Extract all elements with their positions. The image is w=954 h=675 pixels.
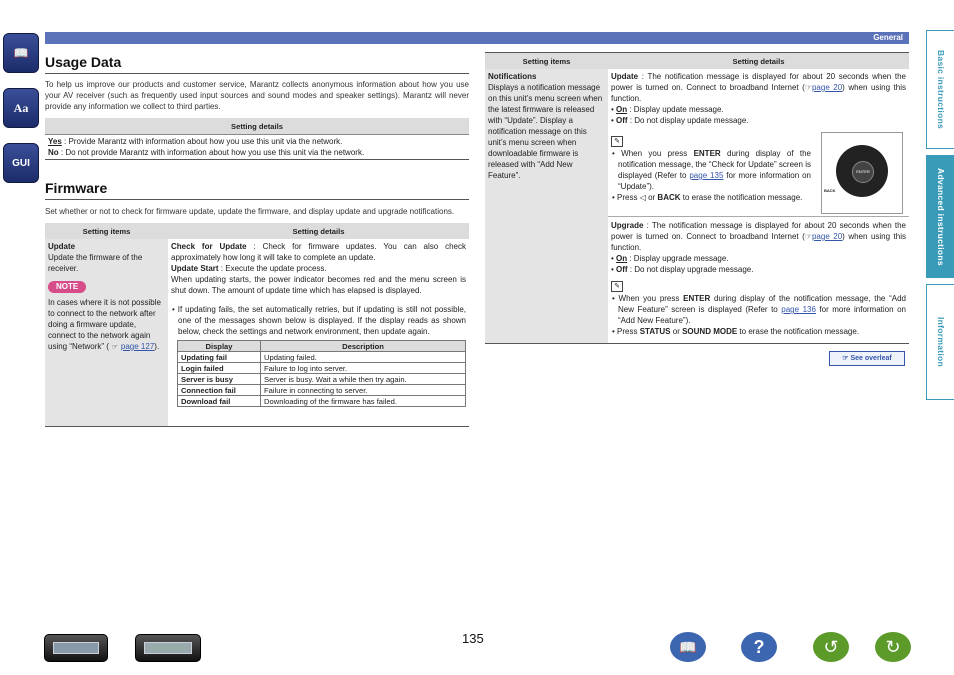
usage-intro: To help us improve our products and customer service, Marantz collects anonymous information about how you use your AV receiver (such as frequently used input sources and sound modes and speaker settings). Marantz will never provide any information we collect to third parties. [45,80,469,111]
see-overleaf-button[interactable]: ☞ See overleaf [829,351,905,366]
tip-pen-icon: ✎ [611,136,623,147]
tip-upgrade-enter: • When you press ENTER during display of the notification message, the “Add New Feature” screen is displayed (Refer to page 136 for more information on “Add New Feature”). [612,294,906,325]
on-upgrade-text: : Display upgrade message. [627,254,729,263]
remote-enter-button: ENTER [852,161,874,183]
tip-back: • Press ◁ or BACK to erase the notification message. [612,193,803,202]
book-icon[interactable]: 📖 [3,33,39,73]
firmware-table [45,223,469,427]
update-item-cell [45,239,168,427]
usage-table [45,118,469,159]
col-details: Setting details [608,53,909,70]
msg-desc: Updating failed. [261,352,466,363]
no-key: No [48,148,59,157]
off-key: Off [616,265,628,274]
tip-enter: • When you press ENTER during display of the notification message, the “Check for Update” screen is displayed (Refer to page 135 for more information on “Update”). [612,149,812,191]
section-label: General [873,33,903,42]
check-label: Check for Update [171,242,247,251]
update-text: : The notification message is displayed for about 20 seconds when the power is turned on. Connect to broadband Internet ( [611,72,906,92]
title-rule [45,73,469,74]
firmware-section [45,180,469,427]
text-size-icon[interactable]: Aa [3,88,39,128]
update-label: Update [611,72,639,81]
off-upgrade-text: : Do not display upgrade message. [627,265,754,274]
msg-header-display: Display [178,341,261,352]
tab-information[interactable]: Information [926,284,954,400]
tip-status: • Press STATUS or SOUND MODE to erase the notification message. [612,327,860,336]
off-key: Off [616,116,628,125]
upgrade-page-link[interactable]: page 20 [811,232,843,241]
msg-display: Server is busy [181,374,233,384]
arrow-hand-icon: ☞ [111,344,119,351]
update-notify-cell: Update : The notification message is displayed for about 20 seconds when the power is turned on. Connect to broadband Internet (☞page 20) when using this function. • On : Display update message. • Off : Do not display update message. ✎ • When you press ENTER during display of the notification message, the “Check for Update” screen is displayed (Refer to page 135 for more information on “Update”). • Press ◁ or BACK to erase the notification message. ENTER BACK [608,69,909,217]
start-text: : Execute the update process. [218,264,327,273]
update-item-desc: Update the firmware of the receiver. [48,253,143,273]
firmware-title: Firmware [45,180,108,196]
remote-illustration [821,132,903,214]
on-update-text: : Display update message. [627,105,724,114]
rear-panel-button[interactable] [135,634,201,662]
notifications-table [485,52,909,344]
gui-icon[interactable]: GUI [3,143,39,183]
tip-page-link[interactable]: page 135 [689,171,724,180]
msg-desc: Failure in connecting to server. [261,385,466,396]
msg-display: Connection fail [181,385,236,395]
upgrade-label: Upgrade [611,221,644,230]
receiver-icon [53,642,99,654]
arrow-hand-icon: ☞ [842,355,851,362]
usage-data-section [45,54,469,160]
update-page-link[interactable]: page 20 [811,83,843,92]
usage-table-bottom [45,159,469,160]
msg-display: Updating fail [181,352,227,362]
notifications-title: Notifications [488,72,537,81]
arrow-hand-icon: ☞ [804,232,812,241]
col-details: Setting details [168,223,469,239]
tip-pen-icon: ✎ [611,281,623,292]
start-desc: When updating starts, the power indicator becomes red and the menu screen is shut down. The amount of update time which has elapsed is displayed. [171,275,466,295]
contents-book-icon[interactable]: 📖 [670,632,706,662]
arrow-hand-icon: ☞ [804,83,812,92]
msg-header-desc: Description [261,341,466,352]
tab-basic-instructions[interactable]: Basic instructions [926,30,954,149]
title-rule [45,199,469,200]
col-items: Setting items [485,53,608,70]
tab-advanced-instructions[interactable]: Advanced instructions [926,155,954,278]
note-page-link[interactable]: page 127 [120,342,155,351]
back-icon[interactable]: ↺ [813,632,849,662]
msg-desc: Downloading of the firmware has failed. [261,396,466,407]
section-banner [45,32,909,44]
forward-icon[interactable]: ↻ [875,632,911,662]
firmware-intro: Set whether or not to check for firmware update, update the firmware, and display update and upgrade notifications. [45,207,455,216]
col-items: Setting items [45,223,168,239]
help-question-icon[interactable]: ? [741,632,777,662]
msg-desc: Failure to log into server. [261,363,466,374]
update-item-title: Update [48,242,76,251]
usage-row-yes [45,135,469,160]
msg-desc: Server is busy. Wait a while then try again. [261,374,466,385]
left-arrow-icon: ◁ [639,193,646,202]
note-text: In cases where it is not possible to connect to the network after doing a firmware update, connect to the network again using “Network” ( ☞ page 127). [48,298,161,351]
usage-table-header: Setting details [45,118,469,135]
tip-page-link[interactable]: page 136 [781,305,816,314]
notifications-desc: Displays a notification message on this unit’s menu screen when the latest firmware is released with “Update”. Display a notification message on this unit’s menu screen when downloadable firmware is released with “Add New Feature”. [488,83,603,180]
msg-display: Download fail [181,396,231,406]
no-text: : Do not provide Marantz with information about how you use this unit via the network. [58,148,365,157]
front-panel-button[interactable] [44,634,108,662]
page-number: 135 [462,631,484,646]
notifications-section [485,52,909,344]
off-update-text: : Do not display update message. [627,116,749,125]
upgrade-text: : The notification message is displayed for about 20 seconds when the power is turned on. Connect to broadband Internet ( [611,221,906,241]
usage-title: Usage Data [45,54,122,70]
on-key: On [616,254,628,263]
message-table [177,340,466,407]
rear-panel-icon [144,642,192,654]
note-badge: NOTE [48,281,86,293]
notifications-item-cell [485,69,608,344]
yes-text: : Provide Marantz with information about how you use this unit via the network. [61,137,343,146]
yes-key: Yes [48,137,62,146]
on-key: On [616,105,628,114]
msg-display: Login failed [181,363,224,373]
update-details-cell [168,239,469,427]
remote-back-label: BACK [824,188,836,193]
start-label: Update Start [171,264,219,273]
check-text: : Check for firmware updates. You can also check approximately how long it will take to complete an update. [171,242,466,262]
fail-bullet: • If updating fails, the set automatically retries, but if updating is still not possible, one of the messages shown below is displayed. If the display reads as shown below, check the settings and network environment, then update again. [172,305,466,336]
upgrade-notify-cell: Upgrade : The notification message is displayed for about 20 seconds when the power is turned on. Connect to broadband Internet (☞page 20) when using this function. • On : Display upgrade message. • Off : Do not display upgrade message. ✎ • When you press ENTER during display of the notification message, the “Add New Feature” screen is displayed (Refer to page 136 for more information on “Add New Feature”). • Press STATUS or SOUND MODE to erase the notification message. [611,221,907,336]
